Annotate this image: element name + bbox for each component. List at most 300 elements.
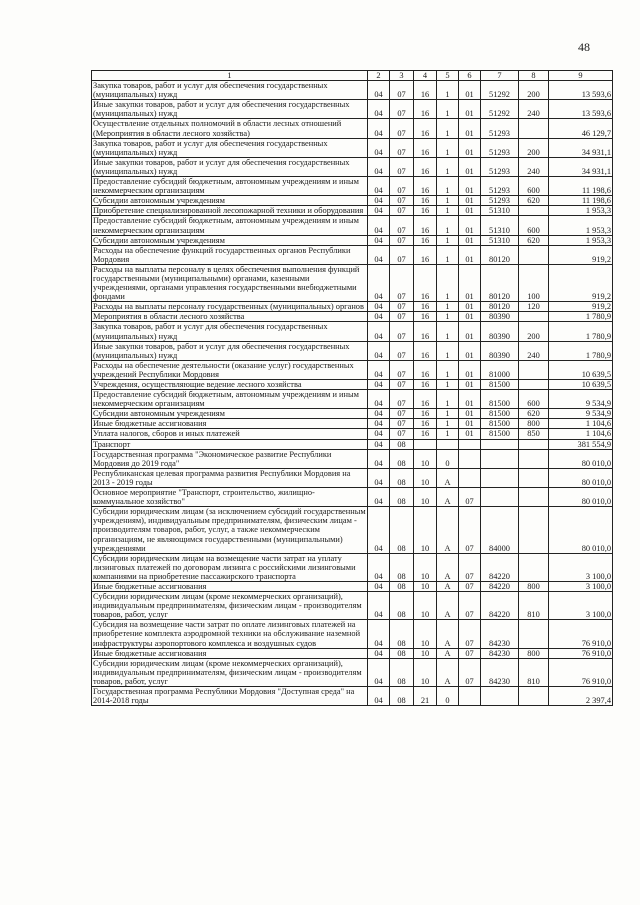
row-description: Субсидии юридическим лицам (за исключением субсидий государственным учреждениям), индивидуальным предпринимателям, физическим лицам - производителям товаров, работ, услуг, а также некоммерческим организациям, не являющимся государственными (муниципальными) учреждениями	[93, 507, 366, 553]
code-section: 04	[368, 658, 390, 686]
code-program: 10	[414, 488, 437, 507]
code-subsection: 08	[390, 687, 414, 706]
code-program: 16	[414, 177, 437, 196]
code-direction: 80390	[481, 312, 519, 322]
code-subprogram: 1	[437, 245, 459, 264]
row-amount: 76 910,0	[549, 648, 613, 658]
code-section: 04	[368, 312, 390, 322]
code-direction: 84000	[481, 507, 519, 553]
code-section: 04	[368, 687, 390, 706]
row-amount: 80 010,0	[549, 507, 613, 553]
code-subprogram: А	[437, 468, 459, 487]
code-event: 01	[459, 380, 481, 390]
code-subprogram: А	[437, 658, 459, 686]
code-section: 04	[368, 264, 390, 301]
row-amount: 13 593,6	[549, 100, 613, 119]
code-subprogram: 1	[437, 322, 459, 341]
code-direction: 81500	[481, 419, 519, 429]
code-subsection: 07	[390, 312, 414, 322]
code-expense-type: 620	[519, 409, 549, 419]
code-direction: 51293	[481, 119, 519, 138]
code-direction	[481, 439, 519, 449]
code-program: 10	[414, 507, 437, 553]
code-program	[414, 439, 437, 449]
code-subsection: 07	[390, 419, 414, 429]
table-row	[92, 449, 613, 468]
code-program: 16	[414, 409, 437, 419]
table-row	[92, 419, 613, 429]
row-description: Расходы на обеспечение деятельности (оказание услуг) государственных учреждений Республики Мордовия	[92, 360, 368, 379]
code-subsection: 07	[390, 341, 414, 360]
code-expense-type	[519, 468, 549, 487]
code-direction	[481, 687, 519, 706]
row-amount: 919,2	[549, 245, 613, 264]
code-program: 16	[414, 429, 437, 439]
code-subprogram: 1	[437, 264, 459, 301]
code-event	[459, 439, 481, 449]
code-direction: 51293	[481, 138, 519, 157]
code-program: 16	[414, 341, 437, 360]
code-subprogram: 1	[437, 177, 459, 196]
code-subprogram: 1	[437, 429, 459, 439]
code-subsection: 07	[390, 360, 414, 379]
code-expense-type: 800	[519, 419, 549, 429]
table-row	[92, 592, 613, 620]
code-event: 07	[459, 507, 481, 553]
row-amount: 80 010,0	[549, 449, 613, 468]
code-subprogram: 1	[437, 341, 459, 360]
code-expense-type: 200	[519, 322, 549, 341]
row-description: Расходы на обеспечение функций государственных органов Республики Мордовия	[92, 245, 368, 264]
code-program: 10	[414, 620, 437, 648]
code-expense-type: 600	[519, 216, 549, 235]
code-subsection: 07	[390, 380, 414, 390]
table-row	[92, 439, 613, 449]
code-program: 10	[414, 468, 437, 487]
row-description: Иные бюджетные ассигнования	[92, 648, 368, 658]
code-subprogram: А	[437, 488, 459, 507]
row-amount: 13 593,6	[549, 81, 613, 100]
code-direction: 80390	[481, 322, 519, 341]
table-row	[92, 488, 613, 507]
code-subprogram: А	[437, 648, 459, 658]
code-subprogram: А	[437, 581, 459, 591]
code-direction: 51310	[481, 235, 519, 245]
row-amount: 34 931,1	[549, 138, 613, 157]
code-subprogram: 1	[437, 302, 459, 312]
row-amount: 919,2	[549, 302, 613, 312]
row-amount: 80 010,0	[549, 488, 613, 507]
code-section: 04	[368, 507, 390, 553]
row-amount: 11 198,6	[549, 196, 613, 206]
code-expense-type	[519, 449, 549, 468]
code-direction: 51292	[481, 100, 519, 119]
row-amount: 1 780,9	[549, 341, 613, 360]
code-event: 01	[459, 322, 481, 341]
code-section: 04	[368, 488, 390, 507]
table-row	[92, 302, 613, 312]
code-expense-type	[519, 380, 549, 390]
code-direction: 81500	[481, 390, 519, 409]
row-description: Иные закупки товаров, работ и услуг для обеспечения государственных (муниципальных) нужд	[92, 341, 368, 360]
code-program: 16	[414, 390, 437, 409]
code-subprogram: 1	[437, 119, 459, 138]
code-subprogram: 0	[437, 449, 459, 468]
code-subsection: 07	[390, 138, 414, 157]
code-event: 01	[459, 245, 481, 264]
code-subprogram: 1	[437, 100, 459, 119]
table-row	[92, 553, 613, 581]
page-number: 48	[578, 40, 590, 54]
row-description: Транспорт	[92, 439, 368, 449]
code-program: 16	[414, 100, 437, 119]
code-event: 01	[459, 177, 481, 196]
code-subsection: 08	[390, 439, 414, 449]
code-event: 01	[459, 157, 481, 176]
row-description: Учреждения, осуществляющие ведение лесного хозяйства	[92, 380, 368, 390]
column-header: 4	[414, 71, 437, 81]
row-description: Субсидия на возмещение части затрат по оплате лизинговых платежей на приобретение комплекта аэродромной техники на обслуживание наземной инфраструктуры аэропортового комплекса и воздушных судов	[92, 620, 368, 648]
budget-table-container	[91, 70, 612, 706]
code-expense-type: 240	[519, 157, 549, 176]
code-direction: 84230	[481, 648, 519, 658]
table-row	[92, 380, 613, 390]
code-direction: 81500	[481, 409, 519, 419]
code-subprogram: А	[437, 553, 459, 581]
row-description: Иные бюджетные ассигнования	[92, 419, 368, 429]
code-expense-type: 200	[519, 81, 549, 100]
code-subsection: 08	[390, 468, 414, 487]
code-program: 10	[414, 449, 437, 468]
code-direction: 84220	[481, 553, 519, 581]
row-description: Субсидии юридическим лицам (кроме некоммерческих организаций), индивидуальным предпринимателям, физическим лицам - производителям товаров, работ, услуг	[92, 658, 368, 686]
table-row	[92, 322, 613, 341]
code-expense-type	[519, 206, 549, 216]
code-subsection: 07	[390, 157, 414, 176]
code-direction: 84230	[481, 658, 519, 686]
code-program: 16	[414, 206, 437, 216]
code-expense-type: 800	[519, 581, 549, 591]
code-subsection: 07	[390, 206, 414, 216]
row-description: Расходы на выплаты персоналу в целях обеспечения выполнения функций государственными (муниципальными) органами, казенными учреждениями, органами управления государственными внебюджетными фондами	[92, 264, 368, 301]
row-description: Республиканская целевая программа развития Республики Мордовия на 2013 - 2019 годы	[92, 468, 368, 487]
code-direction	[481, 468, 519, 487]
row-amount: 46 129,7	[549, 119, 613, 138]
code-direction: 80120	[481, 264, 519, 301]
table-row	[92, 687, 613, 706]
table-row	[92, 177, 613, 196]
code-expense-type: 100	[519, 264, 549, 301]
code-program: 16	[414, 245, 437, 264]
row-amount: 1 104,6	[549, 419, 613, 429]
code-program: 16	[414, 380, 437, 390]
code-subsection: 07	[390, 119, 414, 138]
code-subprogram: 0	[437, 687, 459, 706]
code-subsection: 07	[390, 196, 414, 206]
row-description: Закупка товаров, работ и услуг для обеспечения государственных (муниципальных) нужд	[92, 322, 368, 341]
row-amount: 3 100,0	[549, 553, 613, 581]
code-expense-type	[519, 488, 549, 507]
row-description: Осуществление отдельных полномочий в области лесных отношений (Мероприятия в области лесного хозяйства)	[92, 119, 368, 138]
code-direction: 51293	[481, 157, 519, 176]
code-section: 04	[368, 409, 390, 419]
code-event: 01	[459, 216, 481, 235]
table-row	[92, 648, 613, 658]
code-program: 16	[414, 302, 437, 312]
code-program: 16	[414, 419, 437, 429]
code-direction: 51310	[481, 206, 519, 216]
code-section: 04	[368, 216, 390, 235]
code-event: 07	[459, 648, 481, 658]
code-expense-type	[519, 312, 549, 322]
code-program: 10	[414, 553, 437, 581]
code-section: 04	[368, 449, 390, 468]
code-subsection: 07	[390, 429, 414, 439]
table-row	[92, 206, 613, 216]
code-subsection: 07	[390, 302, 414, 312]
table-row	[92, 429, 613, 439]
code-expense-type: 600	[519, 390, 549, 409]
code-program: 10	[414, 592, 437, 620]
code-subsection: 07	[390, 100, 414, 119]
code-event: 07	[459, 658, 481, 686]
code-subsection: 08	[390, 553, 414, 581]
code-expense-type	[519, 439, 549, 449]
code-section: 04	[368, 322, 390, 341]
code-subprogram: А	[437, 620, 459, 648]
code-expense-type	[519, 687, 549, 706]
code-expense-type	[519, 245, 549, 264]
code-event: 01	[459, 419, 481, 429]
row-amount: 1 780,9	[549, 322, 613, 341]
code-expense-type: 200	[519, 138, 549, 157]
table-row	[92, 264, 613, 301]
code-expense-type: 810	[519, 658, 549, 686]
code-subsection: 07	[390, 245, 414, 264]
row-description: Субсидии юридическим лицам (кроме некоммерческих организаций), индивидуальным предпринимателям, физическим лицам - производителям товаров, работ, услуг	[92, 592, 368, 620]
row-amount: 1 953,3	[549, 216, 613, 235]
table-row	[92, 312, 613, 322]
code-subsection: 07	[390, 235, 414, 245]
code-expense-type	[519, 620, 549, 648]
code-direction	[481, 488, 519, 507]
row-description: Субсидии юридическим лицам на возмещение части затрат на уплату лизинговых платежей по договорам лизинга с российскими лизинговыми компаниями на приобретение пассажирского транспорта	[92, 553, 368, 581]
row-description: Закупка товаров, работ и услуг для обеспечения государственных (муниципальных) нужд	[92, 138, 368, 157]
table-row	[92, 620, 613, 648]
code-subprogram: 1	[437, 409, 459, 419]
code-event: 07	[459, 553, 481, 581]
code-program: 10	[414, 581, 437, 591]
row-description: Государственная программа Республики Мордовия "Доступная среда" на 2014-2018 годы	[92, 687, 368, 706]
code-section: 04	[368, 196, 390, 206]
row-amount: 381 554,9	[549, 439, 613, 449]
code-section: 04	[368, 419, 390, 429]
row-description: Предоставление субсидий бюджетным, автономным учреждениям и иным некоммерческим организациям	[92, 216, 368, 235]
code-subprogram: 1	[437, 196, 459, 206]
column-header: 5	[437, 71, 459, 81]
code-subsection: 08	[390, 507, 414, 553]
table-row	[92, 658, 613, 686]
row-description: Иные закупки товаров, работ и услуг для обеспечения государственных (муниципальных) нужд	[92, 157, 368, 176]
table-row	[92, 196, 613, 206]
code-event: 07	[459, 592, 481, 620]
row-description: Субсидии автономным учреждениям	[92, 235, 368, 245]
row-description: Иные бюджетные ассигнования	[92, 581, 368, 591]
row-amount: 3 100,0	[549, 592, 613, 620]
row-amount: 1 104,6	[549, 429, 613, 439]
code-program: 16	[414, 196, 437, 206]
code-section: 04	[368, 468, 390, 487]
code-event	[459, 687, 481, 706]
code-section: 04	[368, 81, 390, 100]
code-event	[459, 449, 481, 468]
code-expense-type: 240	[519, 341, 549, 360]
code-section: 04	[368, 648, 390, 658]
code-expense-type	[519, 553, 549, 581]
code-section: 04	[368, 439, 390, 449]
code-event: 01	[459, 100, 481, 119]
code-section: 04	[368, 341, 390, 360]
row-amount: 10 639,5	[549, 360, 613, 379]
row-description: Предоставление субсидий бюджетным, автономным учреждениям и иным некоммерческим организациям	[92, 177, 368, 196]
code-subsection: 08	[390, 488, 414, 507]
row-amount: 9 534,9	[549, 409, 613, 419]
code-subsection: 07	[390, 390, 414, 409]
code-program: 16	[414, 157, 437, 176]
code-event: 07	[459, 620, 481, 648]
table-row	[92, 216, 613, 235]
code-subsection: 07	[390, 409, 414, 419]
code-direction: 84230	[481, 620, 519, 648]
code-program: 16	[414, 264, 437, 301]
code-subprogram: 1	[437, 206, 459, 216]
row-amount: 2 397,4	[549, 687, 613, 706]
table-row	[92, 245, 613, 264]
table-row	[92, 390, 613, 409]
code-event: 01	[459, 409, 481, 419]
code-event: 01	[459, 302, 481, 312]
code-event: 01	[459, 235, 481, 245]
code-section: 04	[368, 620, 390, 648]
column-header: 1	[92, 71, 368, 81]
row-description: Субсидии автономным учреждениям	[92, 196, 368, 206]
table-row	[92, 507, 613, 553]
code-direction: 51310	[481, 216, 519, 235]
code-event: 01	[459, 196, 481, 206]
code-section: 04	[368, 157, 390, 176]
code-program: 16	[414, 312, 437, 322]
code-subsection: 08	[390, 581, 414, 591]
table-row	[92, 157, 613, 176]
code-direction: 80120	[481, 302, 519, 312]
row-amount: 1 953,3	[549, 235, 613, 245]
code-event: 01	[459, 138, 481, 157]
code-section: 04	[368, 360, 390, 379]
code-subsection: 07	[390, 216, 414, 235]
code-expense-type: 600	[519, 177, 549, 196]
code-subsection: 07	[390, 264, 414, 301]
code-event: 07	[459, 581, 481, 591]
column-header: 3	[390, 71, 414, 81]
code-section: 04	[368, 119, 390, 138]
code-subprogram: 1	[437, 419, 459, 429]
code-subsection: 08	[390, 592, 414, 620]
row-amount: 34 931,1	[549, 157, 613, 176]
code-subprogram: А	[437, 592, 459, 620]
row-description: Расходы на выплаты персоналу государственных (муниципальных) органов	[92, 302, 368, 312]
code-expense-type: 620	[519, 196, 549, 206]
table-row	[92, 119, 613, 138]
code-direction: 81500	[481, 429, 519, 439]
code-program: 16	[414, 138, 437, 157]
code-subprogram: 1	[437, 235, 459, 245]
code-subsection: 07	[390, 81, 414, 100]
code-program: 16	[414, 81, 437, 100]
code-subprogram: 1	[437, 216, 459, 235]
code-subsection: 08	[390, 648, 414, 658]
code-subsection: 07	[390, 322, 414, 341]
row-description: Закупка товаров, работ и услуг для обеспечения государственных (муниципальных) нужд	[92, 81, 368, 100]
code-subprogram: 1	[437, 390, 459, 409]
code-subprogram: А	[437, 507, 459, 553]
code-event	[459, 468, 481, 487]
table-row	[92, 341, 613, 360]
code-subprogram	[437, 439, 459, 449]
code-expense-type: 620	[519, 235, 549, 245]
code-event: 01	[459, 341, 481, 360]
code-expense-type	[519, 507, 549, 553]
code-direction: 51293	[481, 177, 519, 196]
code-subsection: 08	[390, 449, 414, 468]
table-row	[92, 360, 613, 379]
row-description: Уплата налогов, сборов и иных платежей	[92, 429, 368, 439]
code-subsection: 07	[390, 177, 414, 196]
table-row	[92, 581, 613, 591]
row-amount: 11 198,6	[549, 177, 613, 196]
code-section: 04	[368, 245, 390, 264]
code-event: 01	[459, 429, 481, 439]
code-section: 04	[368, 581, 390, 591]
code-event: 07	[459, 488, 481, 507]
code-section: 04	[368, 235, 390, 245]
column-header: 2	[368, 71, 390, 81]
code-event: 01	[459, 312, 481, 322]
row-amount: 3 100,0	[549, 581, 613, 591]
code-subsection: 08	[390, 658, 414, 686]
code-section: 04	[368, 177, 390, 196]
code-section: 04	[368, 553, 390, 581]
code-section: 04	[368, 206, 390, 216]
code-program: 10	[414, 648, 437, 658]
row-amount: 76 910,0	[549, 620, 613, 648]
column-header: 9	[549, 71, 613, 81]
code-event: 01	[459, 390, 481, 409]
code-subprogram: 1	[437, 380, 459, 390]
budget-table	[91, 70, 613, 706]
row-amount: 9 534,9	[549, 390, 613, 409]
code-expense-type	[519, 360, 549, 379]
row-description: Субсидии автономным учреждениям	[92, 409, 368, 419]
code-expense-type: 850	[519, 429, 549, 439]
code-program: 16	[414, 119, 437, 138]
code-expense-type: 810	[519, 592, 549, 620]
code-subprogram: 1	[437, 360, 459, 379]
code-direction: 81000	[481, 360, 519, 379]
code-event: 01	[459, 206, 481, 216]
code-program: 16	[414, 322, 437, 341]
table-row	[92, 409, 613, 419]
code-section: 04	[368, 429, 390, 439]
